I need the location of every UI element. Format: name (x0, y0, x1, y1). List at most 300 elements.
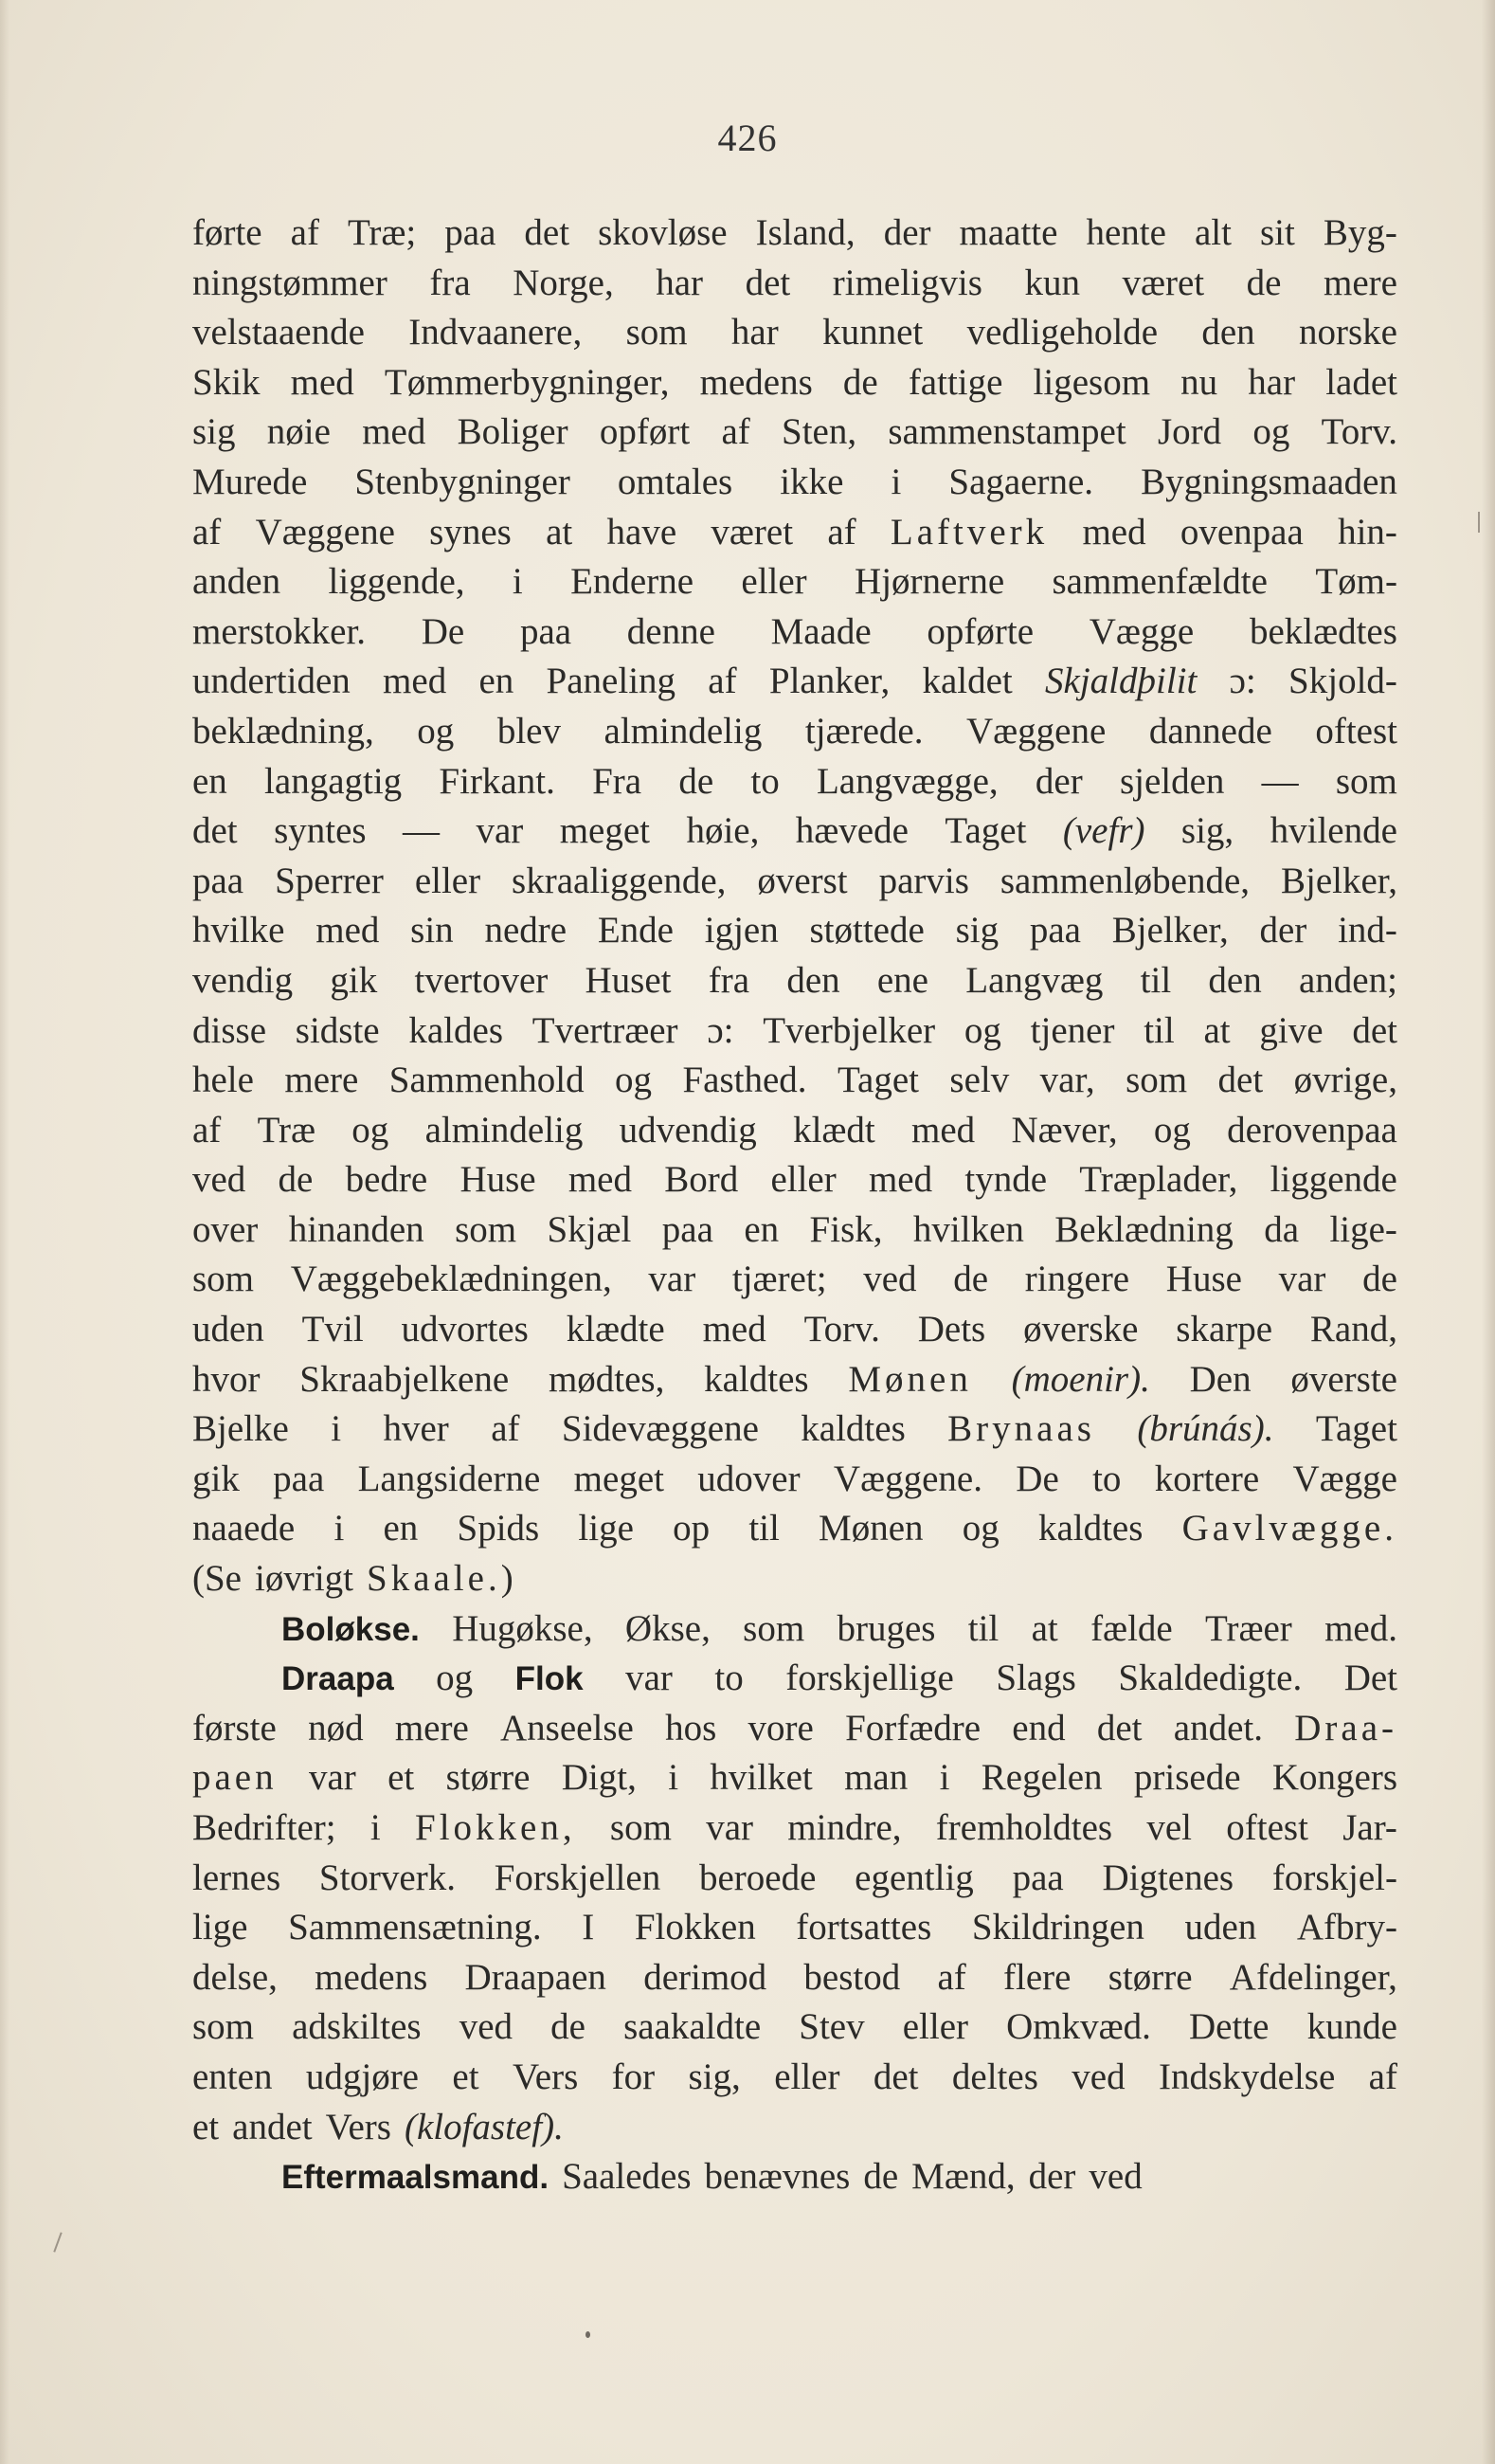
word: nu (1180, 361, 1218, 403)
word: fremholdtes (935, 1807, 1113, 1848)
word: Mænd, (911, 2156, 1016, 2198)
word: udgjøre (305, 2056, 419, 2097)
word: Økse, (624, 1607, 711, 1649)
word: hinanden (288, 1208, 424, 1250)
word: op (673, 1508, 711, 1549)
word: beklædtes (1249, 610, 1397, 652)
text-line (192, 1155, 1397, 1205)
glossary-term: Eftermaalsmand. (281, 2159, 549, 2197)
word: mere (394, 1707, 469, 1748)
word: Skaale.) (367, 1558, 517, 1600)
text-line (192, 1753, 1397, 1803)
word: kunde (1306, 2006, 1397, 2048)
word: eller (774, 2056, 840, 2097)
word: det (873, 2056, 919, 2097)
word: gik (330, 959, 378, 1001)
word: den (786, 959, 840, 1001)
text-line (192, 1255, 1397, 1305)
word: vore (748, 1707, 814, 1748)
word: delse, (192, 1956, 278, 1998)
word: paa (1029, 910, 1081, 951)
ink-speck (585, 2331, 590, 2338)
word: uden (192, 1309, 264, 1350)
word: forskjel- (1271, 1857, 1397, 1898)
word: af (708, 661, 737, 702)
word: Torv. (803, 1309, 880, 1350)
text-line (192, 208, 1397, 259)
page-number: 426 (717, 117, 778, 159)
word: det (192, 810, 238, 852)
word: beklædning, (192, 710, 374, 752)
word: et (387, 1757, 415, 1799)
word: Skjæl (547, 1208, 632, 1250)
word: større (1108, 1956, 1193, 1998)
text-line (192, 2152, 1397, 2202)
page-left-edge (0, 0, 9, 2464)
word: tjærede. (804, 710, 924, 752)
word: Indvaanere, (408, 312, 583, 353)
text-line (192, 1006, 1397, 1057)
word: at (1203, 1009, 1231, 1051)
word: Sidevæggene (561, 1408, 759, 1450)
word: Sammensætning. (288, 1907, 542, 1948)
word: man (844, 1757, 909, 1799)
word: ved (863, 1259, 917, 1300)
word: med (290, 361, 354, 403)
word: sig (955, 910, 1000, 951)
word: kortere (1154, 1458, 1260, 1499)
word: og (615, 1060, 653, 1101)
word: sidste (295, 1009, 380, 1051)
word: da (1264, 1208, 1300, 1250)
word: fattige (908, 361, 1003, 403)
word: af (827, 511, 856, 553)
word: Væggene (966, 710, 1107, 752)
word: Skraabjelkene (299, 1358, 510, 1400)
word: med (567, 1159, 632, 1201)
word: tjener (1030, 1009, 1115, 1051)
word: lige (192, 1907, 248, 1948)
word: kaldtes (1037, 1508, 1144, 1549)
word: ovenpaa (1180, 511, 1304, 553)
word: sig, (1180, 810, 1234, 852)
word: fra (708, 959, 750, 1001)
word: sig, (688, 2056, 741, 2097)
word: Draa- (1294, 1707, 1397, 1748)
word: mere (284, 1060, 359, 1101)
word: Stenbygninger (354, 461, 570, 502)
word: opført (599, 411, 691, 453)
text-line (192, 1355, 1397, 1405)
word: eller (414, 860, 481, 901)
word: Tvil (301, 1309, 364, 1350)
word: og (1252, 411, 1290, 453)
word: været (711, 511, 794, 553)
word: Fra (592, 760, 642, 802)
word: ɔ: (1229, 661, 1256, 702)
word: var (476, 810, 524, 852)
word: meget (573, 1458, 664, 1499)
word: lige (578, 1508, 634, 1549)
word: med (362, 411, 426, 453)
word: i (512, 561, 523, 603)
word: udover (697, 1458, 801, 1499)
word: Murede (192, 461, 308, 502)
word: Afdelinger, (1229, 1956, 1397, 1998)
word: bruges (837, 1607, 936, 1649)
word: skarpe (1176, 1309, 1273, 1350)
word: det (1217, 1060, 1264, 1101)
word: Bjelker, (1281, 860, 1397, 901)
word: Mønen (848, 1358, 972, 1400)
word: var (625, 1658, 673, 1699)
word: Forskjellen (494, 1857, 661, 1898)
word: af (192, 511, 222, 553)
text-line (192, 557, 1397, 607)
word: Boliger (457, 411, 568, 453)
word: Tvertræer (531, 1009, 678, 1051)
word: De (1016, 1458, 1059, 1499)
word: ved (1089, 2156, 1143, 2198)
word: der (1035, 760, 1083, 802)
word: hvilke (192, 910, 285, 951)
word: Træ; (347, 212, 417, 253)
word: Fisk, (809, 1208, 883, 1250)
word: i (668, 1757, 679, 1799)
word: de (953, 1259, 989, 1300)
word: som (625, 312, 688, 353)
word: end (1012, 1707, 1066, 1748)
word: ladet (1325, 361, 1397, 403)
word: i (333, 1508, 345, 1549)
glossary-term: Draapa (281, 1660, 394, 1698)
word: andet (232, 2106, 313, 2147)
word: paen (192, 1757, 278, 1799)
word: hente (1086, 212, 1166, 253)
word: og (351, 1109, 389, 1150)
word: deltes (951, 2056, 1038, 2097)
word: har (1248, 361, 1296, 403)
word: (klofastef). (404, 2106, 564, 2147)
word: med (383, 661, 447, 702)
word: sammenstampet (888, 411, 1126, 453)
word: prisede (1133, 1757, 1241, 1799)
word: denne (626, 610, 715, 652)
word: ikke (780, 461, 844, 502)
word: Langvæg (965, 959, 1104, 1001)
text-line (192, 1953, 1397, 2003)
word: paa (661, 1208, 713, 1250)
word: klædt (793, 1109, 875, 1150)
word: i (891, 461, 902, 502)
word: Skildringen (971, 1907, 1144, 1948)
word: Paneling (546, 661, 676, 702)
word: undertiden (192, 661, 351, 702)
word: ene (876, 959, 928, 1001)
word: med (315, 910, 380, 951)
word: ningstømmer (192, 262, 387, 303)
word: dannede (1148, 710, 1272, 752)
word: eller (741, 561, 807, 603)
word: ɔ: (707, 1009, 734, 1051)
word: til (748, 1508, 780, 1549)
word: Indskydelse (1158, 2056, 1336, 2097)
word: Skjaldþilit (1045, 661, 1198, 702)
word: Træ (257, 1109, 316, 1150)
word: af (290, 212, 319, 253)
word: andet. (1173, 1707, 1263, 1748)
word: Torv. (1321, 411, 1397, 453)
word: ligesom (1033, 361, 1151, 403)
text-line (192, 1205, 1397, 1256)
word: De (421, 610, 465, 652)
word: støttede (809, 910, 925, 951)
margin-mark (1478, 512, 1480, 533)
word: Vægge (1089, 610, 1195, 652)
word: Skjold- (1288, 661, 1397, 702)
word: Laftverk (890, 511, 1049, 553)
text-line (192, 1554, 1397, 1604)
word: Vægge (1292, 1458, 1397, 1499)
word: som (743, 1607, 805, 1649)
text-line (192, 857, 1397, 907)
word: vedligeholde (966, 312, 1159, 353)
word: paa (1012, 1857, 1064, 1898)
word: det (745, 262, 791, 303)
word: Mønen (819, 1508, 924, 1549)
word: anden (192, 561, 281, 603)
text-line (192, 1903, 1397, 1953)
page-right-edge (1482, 0, 1495, 2464)
word: skraaliggende, (512, 860, 727, 901)
word: Norge, (513, 262, 614, 303)
word: Huse (1165, 1259, 1242, 1300)
word: Draapaen (464, 1956, 606, 1998)
word: tynde (964, 1159, 1048, 1201)
word: Kongers (1271, 1757, 1397, 1799)
word: af (491, 1408, 520, 1450)
word: øvrige, (1293, 1060, 1397, 1101)
word: paa (444, 212, 496, 253)
text-line (192, 1106, 1397, 1156)
word: en (192, 760, 227, 802)
word: det (1096, 1707, 1143, 1748)
word: — (403, 810, 441, 852)
word: i (369, 1807, 381, 1848)
word: Jord (1157, 411, 1222, 453)
word: har (730, 312, 779, 353)
word: af (937, 1956, 966, 1998)
word: førte (192, 212, 262, 253)
word: rimeligvis (832, 262, 982, 303)
word: et (452, 2056, 479, 2097)
word: (Se (192, 1558, 242, 1600)
word: større (445, 1757, 531, 1799)
margin-mark (53, 2232, 62, 2252)
word: som (455, 1208, 517, 1250)
word: Slags (996, 1658, 1076, 1699)
word: bedre (345, 1159, 428, 1201)
word: de (842, 361, 878, 403)
word: fælde (1090, 1607, 1173, 1649)
word: Enderne (570, 561, 694, 603)
word: Tverbjelker (763, 1009, 936, 1051)
word: naaede (192, 1508, 296, 1549)
word: Fasthed. (682, 1060, 807, 1101)
word: over (192, 1208, 259, 1250)
word: anden; (1298, 959, 1397, 1001)
word: forskjellige (785, 1658, 954, 1699)
glossary-term: Flok (514, 1660, 584, 1698)
word: uden (1184, 1907, 1257, 1948)
word: Storverk. (318, 1857, 456, 1898)
word: Træer (1205, 1607, 1292, 1649)
word: høie, (686, 810, 760, 852)
word: som (609, 1807, 672, 1848)
word: Hjørnerne (855, 561, 1005, 603)
word: Huse (459, 1159, 536, 1201)
text-line (192, 956, 1397, 1006)
word: de (678, 760, 714, 802)
word: første (192, 1707, 277, 1748)
word: Bedrifter; (192, 1807, 336, 1848)
word: skovløse (598, 212, 728, 253)
text-line (192, 1604, 1397, 1655)
word: været (1122, 262, 1205, 303)
word: medens (699, 361, 813, 403)
word: hvor (192, 1358, 261, 1400)
text-line (192, 757, 1397, 807)
word: hvilket (710, 1757, 813, 1799)
word: for (611, 2056, 656, 2097)
word: ved (1072, 2056, 1126, 2097)
word: der (1028, 2156, 1076, 2198)
word: Saaledes (562, 2156, 692, 2198)
word: øverske (1023, 1309, 1139, 1350)
word: gik (192, 1458, 240, 1499)
word: Væggene. (833, 1458, 982, 1499)
word: til (1140, 959, 1172, 1001)
word: paa (519, 610, 572, 652)
word: til (967, 1607, 1000, 1649)
word: kaldes (408, 1009, 504, 1051)
word: kunnet (822, 312, 924, 353)
word: Brynaas (947, 1408, 1095, 1450)
word: var (308, 1757, 356, 1799)
word: selv (949, 1060, 1010, 1101)
body-text (192, 208, 1397, 2202)
word: har (656, 262, 704, 303)
word: der (883, 212, 931, 253)
text-line (192, 1504, 1397, 1554)
word: to (714, 1658, 744, 1699)
word: Hugøkse, (452, 1607, 593, 1649)
word: en (383, 1508, 419, 1549)
word: Byg- (1323, 212, 1397, 253)
word: omtales (617, 461, 733, 502)
word: Sten, (782, 411, 857, 453)
word: fra (429, 262, 471, 303)
word: meget (559, 810, 651, 852)
word: ved (192, 1159, 246, 1201)
word: I (582, 1907, 595, 1948)
word: der (1259, 910, 1307, 951)
word: — (1261, 760, 1299, 802)
word: Vers (325, 2106, 391, 2147)
word: og (1153, 1109, 1191, 1150)
word: som (192, 2006, 255, 2048)
word: af (721, 411, 750, 453)
word: norske (1299, 312, 1397, 353)
word: medens (315, 1956, 428, 1998)
word: kaldtes (704, 1358, 809, 1400)
text-line (192, 358, 1397, 408)
word: ind- (1338, 910, 1397, 951)
word: det (524, 212, 570, 253)
word: mere (1324, 262, 1397, 303)
word: Bord (664, 1159, 739, 1201)
word: (vefr) (1062, 810, 1145, 852)
word: Skaldedigte. (1118, 1658, 1303, 1699)
word: Vers (512, 2056, 579, 2097)
word: Island, (755, 212, 856, 253)
word: Skik (192, 361, 261, 403)
text-line (192, 2002, 1397, 2053)
word: i (331, 1408, 342, 1450)
word: hos (665, 1707, 717, 1748)
word: benævnes (704, 2156, 851, 2198)
text-line (192, 408, 1397, 458)
word: den (1208, 959, 1262, 1001)
word: saakaldte (623, 2006, 762, 2048)
word: hin- (1338, 511, 1397, 553)
text-line (192, 607, 1397, 658)
word: Gavlvægge. (1181, 1508, 1397, 1549)
word: mindre, (787, 1807, 902, 1848)
word: nøie (266, 411, 331, 453)
word: med (702, 1309, 766, 1350)
word: med. (1324, 1607, 1397, 1649)
text-line (192, 308, 1397, 358)
word: mødtes, (548, 1358, 665, 1400)
word: tjæret; (731, 1259, 827, 1300)
text-line (192, 1404, 1397, 1455)
word: (moenir). (1011, 1358, 1150, 1400)
word: Omkvæd. (1006, 2006, 1151, 2048)
word: sammenløbende, (1000, 860, 1251, 901)
word: nedre (484, 910, 567, 951)
word: Flokken, (415, 1807, 576, 1848)
word: øverst (757, 860, 848, 901)
word: beroede (698, 1857, 817, 1898)
word: de (1362, 1259, 1397, 1300)
word: lige- (1329, 1208, 1397, 1250)
word: de (863, 2156, 899, 2198)
word: øverste (1290, 1358, 1397, 1400)
word: Dette (1188, 2006, 1270, 2048)
word: disse (192, 1009, 266, 1051)
text-line (192, 1704, 1397, 1754)
word: kaldtes (801, 1408, 906, 1450)
word: derimod (643, 1956, 767, 1998)
word: almindelig (603, 710, 763, 752)
word: de (278, 1159, 314, 1201)
word: Det (1343, 1658, 1397, 1699)
word: blev (496, 710, 561, 752)
word: i (939, 1757, 950, 1799)
word: en (744, 1208, 780, 1250)
text-line (192, 707, 1397, 757)
